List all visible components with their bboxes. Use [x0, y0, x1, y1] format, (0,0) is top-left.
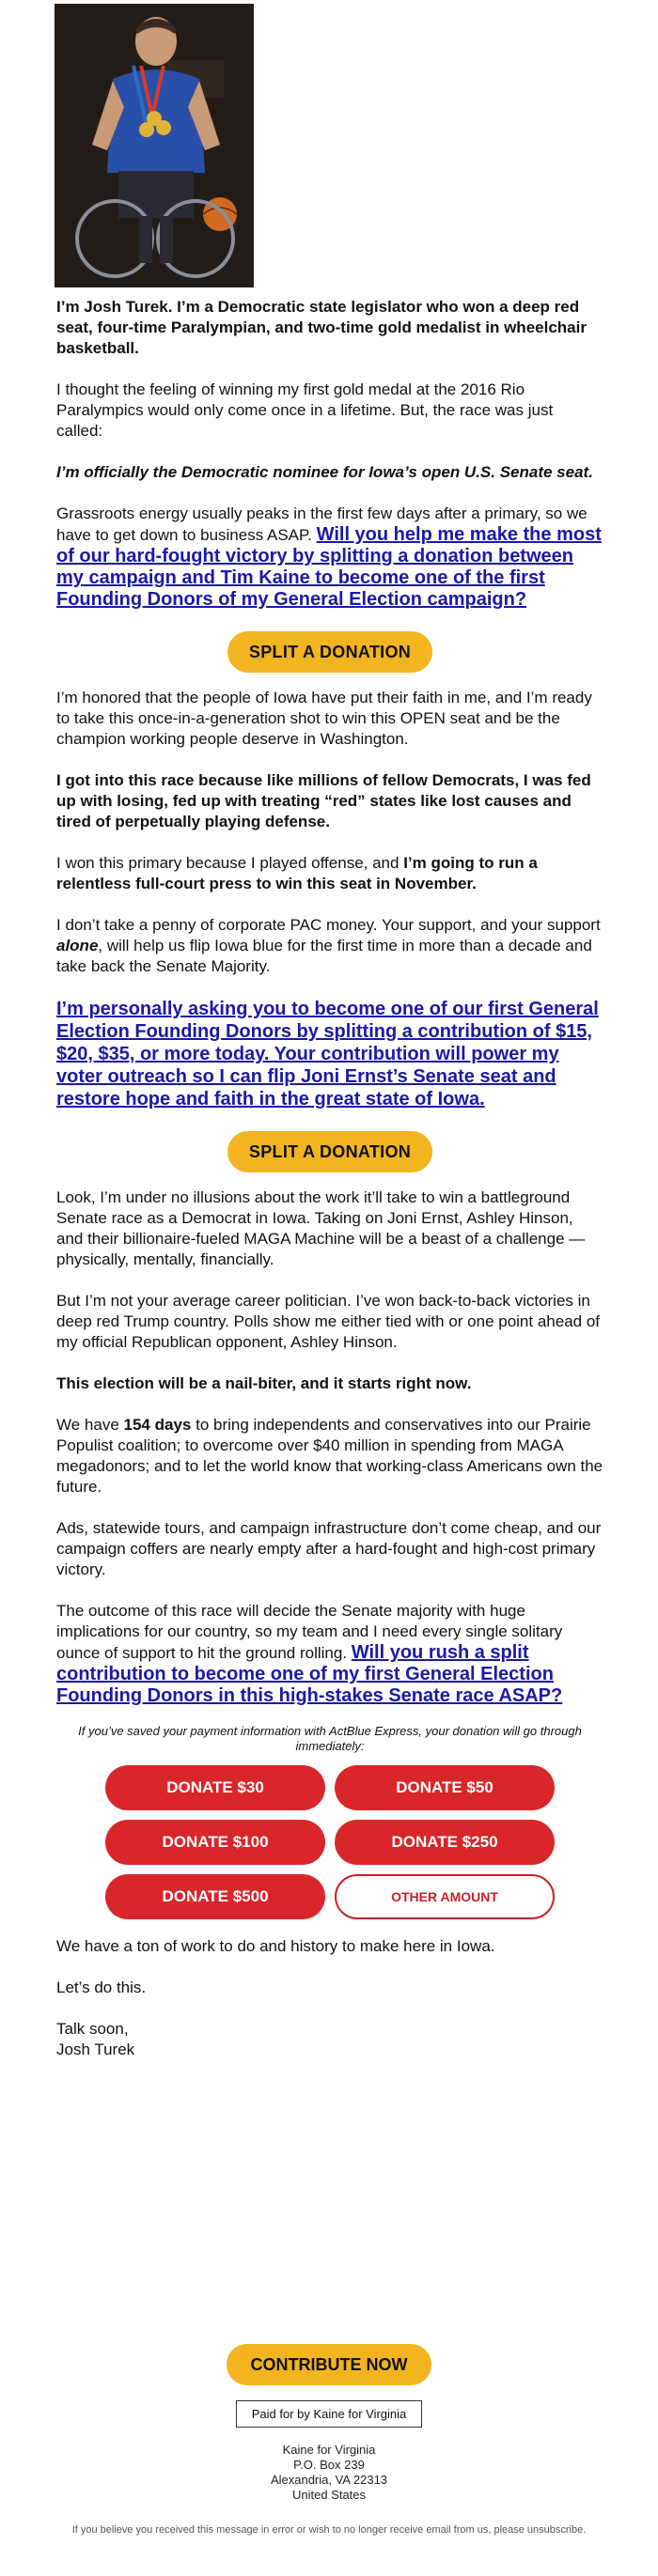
address-line: Alexandria, VA 22313 — [270, 2473, 388, 2487]
paragraph — [56, 853, 603, 894]
donate-50-button[interactable]: DONATE $50 — [335, 1765, 555, 1810]
paragraph-text: I don’t take a penny of corporate PAC money. Your support, and your support — [56, 916, 601, 934]
paragraph: I thought the feeling of winning my first gold medal at the 2016 Rio Paralympics would only come once in a lifetime. But, the race was just called: — [56, 380, 554, 440]
mailing-address — [0, 2443, 658, 2503]
signoff-line: Talk soon, — [56, 2020, 129, 2038]
cta-container — [56, 631, 603, 673]
founding-donor-link[interactable]: I’m personally asking you to become one of our first General Election Founding Donors by splitting a contribution of $15, $20, $35, or more today. Your contribution will power my voter outreach so I can flip Joni Ernst’s Senate seat and restore hope and faith in the great state of Iowa. — [56, 999, 599, 1110]
paragraph-bold: I’m going to run a relentless full-court press to win this seat in November. — [56, 854, 538, 892]
paragraph — [56, 915, 603, 977]
actblue-note: If you’ve saved your payment information with ActBlue Express, your donation will go through immediately: — [78, 1724, 582, 1753]
other-amount-button[interactable]: OTHER AMOUNT — [335, 1874, 555, 1919]
hero-photo — [55, 4, 254, 287]
paragraph-text: The outcome of this race will decide the Senate majority with huge implications for our country, so my team and I need every single solitary ounce of support to hit the ground rolling. — [56, 1602, 563, 1662]
address-line: P.O. Box 239 — [293, 2458, 365, 2472]
paragraph — [56, 1601, 603, 1707]
contribute-now-button[interactable]: CONTRIBUTE NOW — [227, 2344, 431, 2385]
signoff — [56, 2019, 603, 2060]
paragraph-text: to bring independents and conservatives into our Prairie Populist coalition; to overcome over $40 million in spending from MAGA megadonors; and to let the world know that working-class Americans own the future. — [56, 1416, 603, 1496]
paragraph: This election will be a nail-biter, and it starts right now. — [56, 1374, 472, 1392]
split-donation-link[interactable]: Will you help me make the most of our hard-fought victory by splitting a donation between my campaign and Tim Kaine to become one of the first Founding Donors of my General Election campaign? — [56, 524, 602, 610]
address-line: United States — [291, 2488, 367, 2502]
paragraph: We have a ton of work to do and history to make here in Iowa. — [56, 1937, 495, 1955]
split-donation-button-2[interactable]: SPLIT A DONATION — [227, 1131, 432, 1172]
paragraph: Look, I’m under no illusions about the work it’ll take to win a battleground Senate race as a Democrat in Iowa. Taking on Joni Ernst, Ashley Hinson, and their billionaire-fueled MAGA Machine will be a beast of a challenge — physically, mentally, financially. — [56, 1188, 586, 1268]
unsubscribe-note — [66, 2523, 592, 2537]
rush-contribution-link[interactable]: Will you rush a split contribution to become one of my first General Election Founding Donors in this high-stakes Senate race ASAP? — [56, 1642, 563, 1706]
email-footer — [0, 2344, 658, 2537]
paragraph-text: Grassroots energy usually peaks in the first few days after a primary, so we have to get down to business ASAP. — [56, 504, 588, 544]
paragraph-text: , will help us flip Iowa blue for the first time in more than a decade and take back the Senate Majority. — [56, 937, 592, 975]
donate-button-grid — [105, 1765, 555, 1919]
unsubscribe-text[interactable]: If you believe you received this message in error or wish to no longer receive email from us, please unsubscribe. — [71, 2524, 587, 2536]
intro-paragraph: I’m Josh Turek. I’m a Democratic state legislator who won a deep red seat, four-time Paralympian, and two-time gold medalist in wheelchair basketball. — [56, 298, 587, 357]
cta-container — [56, 1131, 603, 1172]
donate-30-button[interactable]: DONATE $30 — [105, 1765, 325, 1810]
paragraph-text: I won this primary because I played offense, and — [56, 854, 400, 872]
days-count: 154 days — [123, 1416, 192, 1434]
signature-name: Josh Turek — [56, 2041, 135, 2058]
paragraph — [56, 998, 603, 1110]
split-donation-button[interactable]: SPLIT A DONATION — [227, 631, 432, 673]
donate-100-button[interactable]: DONATE $100 — [105, 1820, 325, 1865]
paragraph: I got into this race because like millions of fellow Democrats, I was fed up with losing, fed up with treating “red” states like lost causes and tired of perpetually playing defense. — [56, 771, 591, 830]
donate-500-button[interactable]: DONATE $500 — [105, 1874, 325, 1919]
email-body — [56, 297, 603, 2060]
wheelchair-athlete-image — [55, 4, 254, 287]
paragraph-emphasis: alone — [56, 937, 99, 954]
paragraph — [56, 504, 603, 611]
paragraph — [56, 1415, 603, 1497]
paragraph-text: We have — [56, 1416, 119, 1434]
paragraph: But I’m not your average career politician. I’ve won back-to-back victories in deep red Trump country. Polls show me either tied with or one point ahead of my official Republican opponent, Ashley Hinson. — [56, 1292, 601, 1351]
paragraph: Let’s do this. — [56, 1979, 147, 1996]
donate-250-button[interactable]: DONATE $250 — [335, 1820, 555, 1865]
address-line: Kaine for Virginia — [282, 2443, 376, 2457]
nominee-announcement: I’m officially the Democratic nominee for Iowa’s open U.S. Senate seat. — [56, 463, 593, 481]
paid-for-disclaimer: Paid for by Kaine for Virginia — [236, 2400, 423, 2428]
paragraph: I’m honored that the people of Iowa have put their faith in me, and I’m ready to take this once-in-a-generation shot to win this OPEN seat and be the champion working people deserve in Washington. — [56, 689, 592, 748]
paragraph: Ads, statewide tours, and campaign infrastructure don’t come cheap, and our campaign coffers are nearly empty after a hard-fought and high-cost primary victory. — [56, 1519, 602, 1578]
